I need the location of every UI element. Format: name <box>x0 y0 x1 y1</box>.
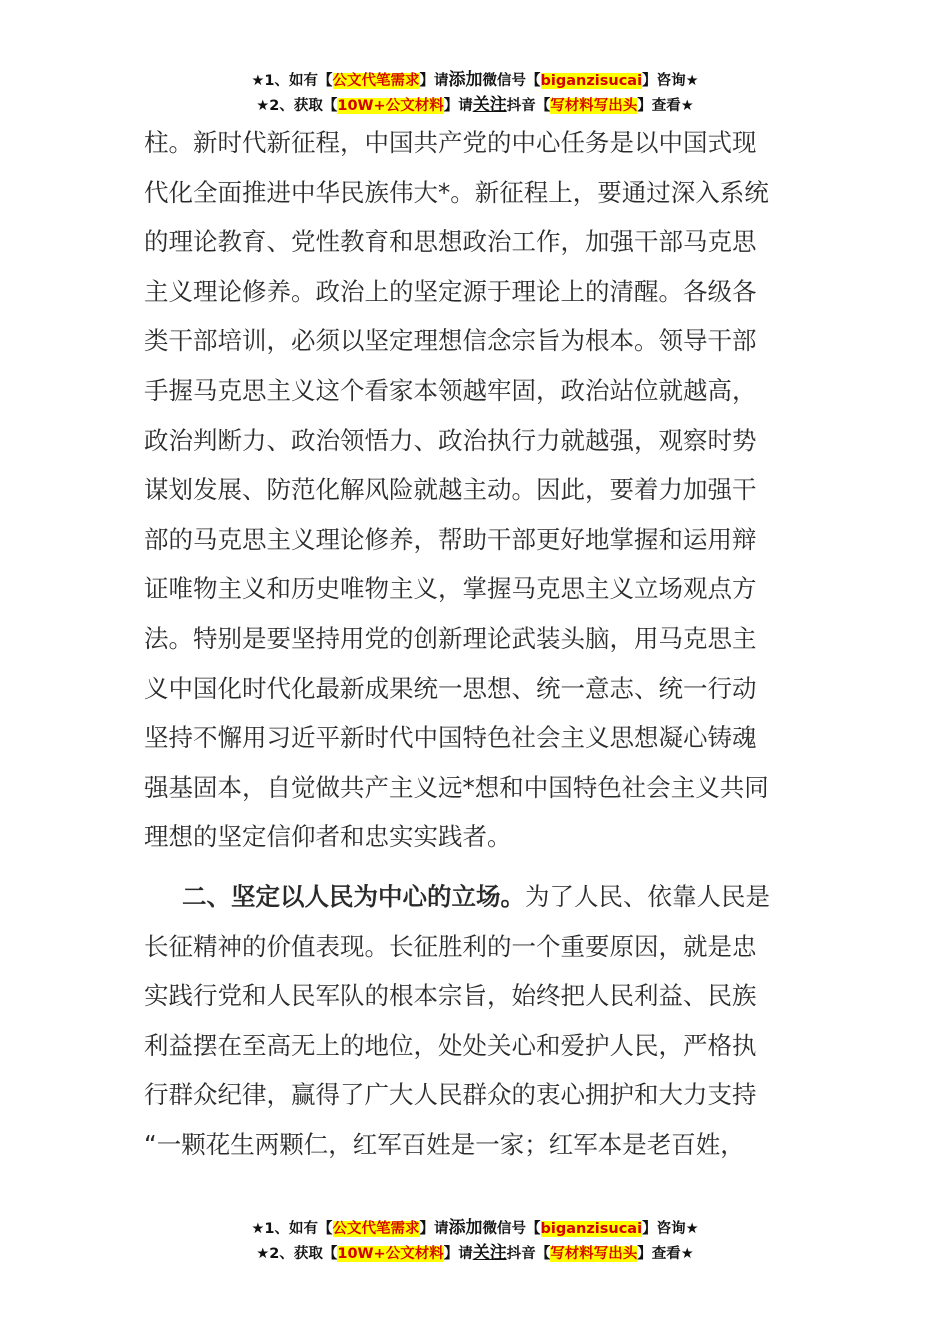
banner-line-2: ★2、获取【10W+公文材料】请关注抖音【写材料写出头】查看★ <box>256 95 694 115</box>
text-line: 理想的坚定信仰者和忠实实践者。 <box>144 822 512 852</box>
text-line: 强基固本，自觉做共产主义远*想和中国特色社会主义共同 <box>144 772 769 802</box>
footer-banner <box>0 1216 950 1266</box>
text-line: 行群众纪律，赢得了广大人民群众的衷心拥护和大力支持 <box>144 1080 757 1110</box>
text-line: 代化全面推进中华民族伟大*。新征程上，要通过深入系统 <box>144 177 769 207</box>
highlight-ghostwriting: 公文代笔需求 <box>332 73 420 89</box>
banner-line-1: ★1、如有【公文代笔需求】请添加微信号【biganzisucai】咨询★ <box>251 70 699 90</box>
text-line: 的理论教育、党性教育和思想政治工作，加强干部马克思 <box>144 227 757 257</box>
highlight-wechat-id: biganzisucai <box>540 73 643 89</box>
text-line: 部的马克思主义理论修养，帮助干部更好地掌握和运用辩 <box>144 524 757 554</box>
text-line: 义中国化时代化最新成果统一思想、统一意志、统一行动 <box>144 673 757 703</box>
paragraph-1 <box>144 118 806 862</box>
text-line: 证唯物主义和历史唯物主义，掌握马克思主义立场观点方 <box>144 574 757 604</box>
text-line-first: 二、坚定以人民为中心的立场。为了人民、依靠人民是 <box>182 881 770 911</box>
highlight-materials: 10W+公文材料 <box>337 98 444 114</box>
highlight-materials: 10W+公文材料 <box>337 1246 444 1262</box>
paragraph-2 <box>144 872 806 1170</box>
highlight-ghostwriting: 公文代笔需求 <box>332 1221 420 1237</box>
text-line: 主义理论修养。政治上的坚定源于理论上的清醒。各级各 <box>144 276 757 306</box>
banner-line-2: ★2、获取【10W+公文材料】请关注抖音【写材料写出头】查看★ <box>256 1243 694 1263</box>
header-banner <box>0 68 950 118</box>
text-line: 实践行党和人民军队的根本宗旨，始终把人民利益、民族 <box>144 981 757 1011</box>
text-line: 手握马克思主义这个看家本领越牢固，政治站位就越高， <box>144 375 757 405</box>
text-line: 利益摆在至高无上的地位，处处关心和爱护人民，严格执 <box>144 1030 757 1060</box>
text-line: “一颗花生两颗仁，红军百姓是一家；红军本是老百姓， <box>144 1129 745 1159</box>
text-line: 类干部培训，必须以坚定理想信念宗旨为根本。领导干部 <box>144 326 757 356</box>
highlight-douyin: 写材料写出头 <box>550 1246 638 1262</box>
paragraph-gap <box>144 862 806 872</box>
document-body <box>144 118 806 1169</box>
text-line: 法。特别是要坚持用党的创新理论武装头脑，用马克思主 <box>144 623 757 653</box>
text-line: 坚持不懈用习近平新时代中国特色社会主义思想凝心铸魂 <box>144 723 757 753</box>
highlight-wechat-id: biganzisucai <box>540 1221 643 1237</box>
text-line: 长征精神的价值表现。长征胜利的一个重要原因，就是忠 <box>144 931 757 961</box>
highlight-douyin: 写材料写出头 <box>550 98 638 114</box>
banner-line-1: ★1、如有【公文代笔需求】请添加微信号【biganzisucai】咨询★ <box>251 1218 699 1238</box>
text-line: 柱。新时代新征程，中国共产党的中心任务是以中国式现 <box>144 128 757 157</box>
section-heading: 二、坚定以人民为中心的立场。 <box>182 881 525 911</box>
text-line: 谋划发展、防范化解风险就越主动。因此，要着力加强干 <box>144 475 757 505</box>
text-line: 政治判断力、政治领悟力、政治执行力就越强，观察时势 <box>144 425 757 455</box>
